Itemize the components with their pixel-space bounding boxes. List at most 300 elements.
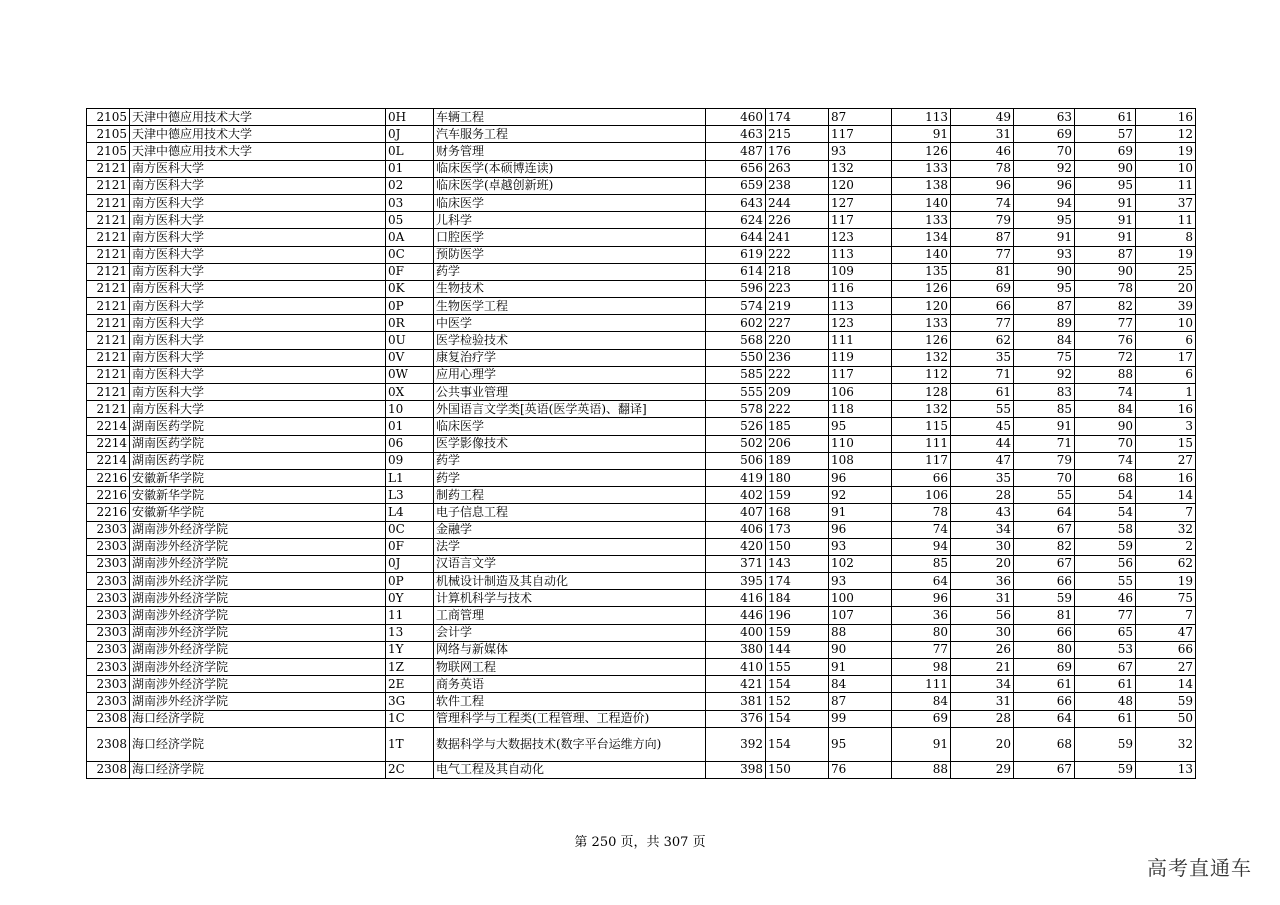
score-2-cell: 155 — [766, 659, 829, 676]
score-2-cell: 150 — [766, 761, 829, 778]
score-7-cell: 90 — [1075, 263, 1136, 280]
school-name-cell: 南方医科大学 — [130, 366, 386, 383]
total-score-cell: 398 — [706, 761, 766, 778]
score-6-cell: 66 — [1014, 573, 1075, 590]
score-4-cell: 126 — [892, 143, 951, 160]
table-row — [87, 659, 1196, 676]
score-7-cell: 61 — [1075, 710, 1136, 727]
table-row — [87, 366, 1196, 383]
table-row — [87, 452, 1196, 469]
school-code-cell: 2214 — [87, 435, 130, 452]
school-code-cell: 2121 — [87, 315, 130, 332]
major-name-cell: 会计学 — [434, 624, 706, 641]
score-2-cell: 152 — [766, 693, 829, 710]
table-row — [87, 693, 1196, 710]
score-2-cell: 244 — [766, 194, 829, 211]
score-3-cell: 132 — [829, 160, 892, 177]
score-5-cell: 61 — [951, 384, 1014, 401]
count-cell: 6 — [1136, 332, 1196, 349]
score-7-cell: 87 — [1075, 246, 1136, 263]
score-7-cell: 55 — [1075, 573, 1136, 590]
school-code-cell: 2308 — [87, 710, 130, 727]
school-code-cell: 2121 — [87, 246, 130, 263]
count-cell: 32 — [1136, 521, 1196, 538]
score-4-cell: 132 — [892, 401, 951, 418]
score-3-cell: 108 — [829, 452, 892, 469]
count-cell: 16 — [1136, 401, 1196, 418]
score-7-cell: 76 — [1075, 332, 1136, 349]
count-cell: 19 — [1136, 573, 1196, 590]
count-cell: 10 — [1136, 315, 1196, 332]
score-5-cell: 31 — [951, 693, 1014, 710]
score-3-cell: 117 — [829, 212, 892, 229]
score-5-cell: 31 — [951, 590, 1014, 607]
count-cell: 14 — [1136, 487, 1196, 504]
count-cell: 66 — [1136, 641, 1196, 658]
score-5-cell: 47 — [951, 452, 1014, 469]
school-name-cell: 南方医科大学 — [130, 212, 386, 229]
total-score-cell: 392 — [706, 727, 766, 761]
major-name-cell: 工商管理 — [434, 607, 706, 624]
score-2-cell: 150 — [766, 538, 829, 555]
score-3-cell: 92 — [829, 487, 892, 504]
count-cell: 47 — [1136, 624, 1196, 641]
school-code-cell: 2303 — [87, 676, 130, 693]
score-5-cell: 35 — [951, 349, 1014, 366]
score-2-cell: 219 — [766, 298, 829, 315]
school-code-cell: 2121 — [87, 349, 130, 366]
score-3-cell: 117 — [829, 126, 892, 143]
score-4-cell: 112 — [892, 366, 951, 383]
score-5-cell: 30 — [951, 538, 1014, 555]
score-2-cell: 226 — [766, 212, 829, 229]
school-name-cell: 南方医科大学 — [130, 384, 386, 401]
score-6-cell: 92 — [1014, 366, 1075, 383]
score-3-cell: 123 — [829, 315, 892, 332]
table-body — [87, 109, 1196, 779]
score-7-cell: 54 — [1075, 487, 1136, 504]
major-name-cell: 临床医学 — [434, 418, 706, 435]
score-6-cell: 70 — [1014, 469, 1075, 486]
score-5-cell: 56 — [951, 607, 1014, 624]
school-code-cell: 2214 — [87, 418, 130, 435]
count-cell: 16 — [1136, 469, 1196, 486]
major-code-cell: L3 — [386, 487, 434, 504]
score-7-cell: 61 — [1075, 676, 1136, 693]
count-cell: 6 — [1136, 366, 1196, 383]
score-3-cell: 76 — [829, 761, 892, 778]
score-3-cell: 96 — [829, 521, 892, 538]
score-6-cell: 91 — [1014, 418, 1075, 435]
score-3-cell: 99 — [829, 710, 892, 727]
school-code-cell: 2303 — [87, 538, 130, 555]
score-7-cell: 88 — [1075, 366, 1136, 383]
major-name-cell: 药学 — [434, 263, 706, 280]
score-7-cell: 53 — [1075, 641, 1136, 658]
major-name-cell: 车辆工程 — [434, 109, 706, 126]
count-cell: 7 — [1136, 504, 1196, 521]
major-name-cell: 中医学 — [434, 315, 706, 332]
school-name-cell: 湖南涉外经济学院 — [130, 641, 386, 658]
score-4-cell: 88 — [892, 761, 951, 778]
major-code-cell: 0F — [386, 263, 434, 280]
score-5-cell: 79 — [951, 212, 1014, 229]
major-name-cell: 商务英语 — [434, 676, 706, 693]
count-cell: 27 — [1136, 452, 1196, 469]
school-code-cell: 2303 — [87, 693, 130, 710]
score-5-cell: 69 — [951, 280, 1014, 297]
major-name-cell: 临床医学(本硕博连读) — [434, 160, 706, 177]
score-7-cell: 77 — [1075, 607, 1136, 624]
major-name-cell: 药学 — [434, 469, 706, 486]
score-3-cell: 113 — [829, 298, 892, 315]
score-2-cell: 227 — [766, 315, 829, 332]
table-row — [87, 315, 1196, 332]
score-5-cell: 20 — [951, 727, 1014, 761]
score-4-cell: 132 — [892, 349, 951, 366]
score-5-cell: 78 — [951, 160, 1014, 177]
table-row — [87, 126, 1196, 143]
count-cell: 25 — [1136, 263, 1196, 280]
school-name-cell: 南方医科大学 — [130, 229, 386, 246]
major-name-cell: 医学影像技术 — [434, 435, 706, 452]
major-code-cell: 1T — [386, 727, 434, 761]
table-row — [87, 676, 1196, 693]
major-name-cell: 机械设计制造及其自动化 — [434, 573, 706, 590]
total-score-cell: 380 — [706, 641, 766, 658]
score-7-cell: 59 — [1075, 727, 1136, 761]
score-6-cell: 61 — [1014, 676, 1075, 693]
school-name-cell: 安徽新华学院 — [130, 487, 386, 504]
school-name-cell: 湖南医药学院 — [130, 452, 386, 469]
score-6-cell: 68 — [1014, 727, 1075, 761]
count-cell: 32 — [1136, 727, 1196, 761]
score-4-cell: 91 — [892, 126, 951, 143]
major-code-cell: 0P — [386, 573, 434, 590]
count-cell: 62 — [1136, 555, 1196, 572]
score-7-cell: 91 — [1075, 212, 1136, 229]
score-2-cell: 189 — [766, 452, 829, 469]
score-3-cell: 107 — [829, 607, 892, 624]
score-4-cell: 84 — [892, 693, 951, 710]
score-3-cell: 93 — [829, 573, 892, 590]
school-name-cell: 安徽新华学院 — [130, 469, 386, 486]
total-score-cell: 381 — [706, 693, 766, 710]
school-name-cell: 湖南涉外经济学院 — [130, 521, 386, 538]
score-5-cell: 87 — [951, 229, 1014, 246]
score-7-cell: 67 — [1075, 659, 1136, 676]
total-score-cell: 446 — [706, 607, 766, 624]
total-score-cell: 574 — [706, 298, 766, 315]
school-name-cell: 天津中德应用技术大学 — [130, 126, 386, 143]
score-7-cell: 58 — [1075, 521, 1136, 538]
school-code-cell: 2303 — [87, 659, 130, 676]
table-row — [87, 469, 1196, 486]
school-name-cell: 湖南涉外经济学院 — [130, 693, 386, 710]
score-3-cell: 100 — [829, 590, 892, 607]
school-code-cell: 2214 — [87, 452, 130, 469]
score-6-cell: 94 — [1014, 194, 1075, 211]
major-name-cell: 外国语言文学类[英语(医学英语)、翻译] — [434, 401, 706, 418]
school-name-cell: 湖南医药学院 — [130, 435, 386, 452]
school-code-cell: 2303 — [87, 624, 130, 641]
score-6-cell: 69 — [1014, 126, 1075, 143]
score-3-cell: 109 — [829, 263, 892, 280]
total-score-cell: 619 — [706, 246, 766, 263]
major-name-cell: 法学 — [434, 538, 706, 555]
score-3-cell: 84 — [829, 676, 892, 693]
score-4-cell: 140 — [892, 246, 951, 263]
score-4-cell: 80 — [892, 624, 951, 641]
score-3-cell: 90 — [829, 641, 892, 658]
score-6-cell: 84 — [1014, 332, 1075, 349]
school-code-cell: 2105 — [87, 109, 130, 126]
school-code-cell: 2303 — [87, 590, 130, 607]
score-2-cell: 241 — [766, 229, 829, 246]
score-5-cell: 74 — [951, 194, 1014, 211]
major-code-cell: 09 — [386, 452, 434, 469]
major-name-cell: 管理科学与工程类(工程管理、工程造价) — [434, 710, 706, 727]
score-3-cell: 88 — [829, 624, 892, 641]
table-row — [87, 280, 1196, 297]
score-2-cell: 176 — [766, 143, 829, 160]
school-name-cell: 南方医科大学 — [130, 332, 386, 349]
score-4-cell: 91 — [892, 727, 951, 761]
major-code-cell: 02 — [386, 177, 434, 194]
score-3-cell: 96 — [829, 469, 892, 486]
table-row — [87, 418, 1196, 435]
score-6-cell: 89 — [1014, 315, 1075, 332]
count-cell: 10 — [1136, 160, 1196, 177]
score-2-cell: 143 — [766, 555, 829, 572]
total-score-cell: 602 — [706, 315, 766, 332]
score-4-cell: 77 — [892, 641, 951, 658]
score-4-cell: 140 — [892, 194, 951, 211]
major-name-cell: 电子信息工程 — [434, 504, 706, 521]
score-4-cell: 117 — [892, 452, 951, 469]
score-7-cell: 78 — [1075, 280, 1136, 297]
score-5-cell: 71 — [951, 366, 1014, 383]
score-2-cell: 174 — [766, 573, 829, 590]
score-4-cell: 111 — [892, 435, 951, 452]
score-5-cell: 35 — [951, 469, 1014, 486]
score-2-cell: 174 — [766, 109, 829, 126]
score-3-cell: 87 — [829, 693, 892, 710]
score-5-cell: 77 — [951, 315, 1014, 332]
score-7-cell: 59 — [1075, 538, 1136, 555]
school-code-cell: 2121 — [87, 280, 130, 297]
count-cell: 39 — [1136, 298, 1196, 315]
major-code-cell: 01 — [386, 418, 434, 435]
score-7-cell: 74 — [1075, 384, 1136, 401]
table-row — [87, 143, 1196, 160]
count-cell: 1 — [1136, 384, 1196, 401]
score-2-cell: 154 — [766, 710, 829, 727]
school-name-cell: 南方医科大学 — [130, 298, 386, 315]
score-5-cell: 20 — [951, 555, 1014, 572]
score-7-cell: 48 — [1075, 693, 1136, 710]
total-score-cell: 550 — [706, 349, 766, 366]
school-name-cell: 海口经济学院 — [130, 710, 386, 727]
score-7-cell: 54 — [1075, 504, 1136, 521]
school-name-cell: 天津中德应用技术大学 — [130, 143, 386, 160]
score-5-cell: 77 — [951, 246, 1014, 263]
school-name-cell: 南方医科大学 — [130, 160, 386, 177]
score-6-cell: 96 — [1014, 177, 1075, 194]
score-6-cell: 85 — [1014, 401, 1075, 418]
school-code-cell: 2216 — [87, 487, 130, 504]
score-2-cell: 206 — [766, 435, 829, 452]
score-5-cell: 28 — [951, 487, 1014, 504]
total-score-cell: 395 — [706, 573, 766, 590]
score-7-cell: 82 — [1075, 298, 1136, 315]
score-4-cell: 115 — [892, 418, 951, 435]
count-cell: 27 — [1136, 659, 1196, 676]
score-5-cell: 66 — [951, 298, 1014, 315]
score-3-cell: 127 — [829, 194, 892, 211]
major-code-cell: 13 — [386, 624, 434, 641]
school-code-cell: 2121 — [87, 384, 130, 401]
total-score-cell: 568 — [706, 332, 766, 349]
score-7-cell: 56 — [1075, 555, 1136, 572]
school-code-cell: 2121 — [87, 298, 130, 315]
score-6-cell: 55 — [1014, 487, 1075, 504]
score-3-cell: 120 — [829, 177, 892, 194]
major-name-cell: 口腔医学 — [434, 229, 706, 246]
major-code-cell: 10 — [386, 401, 434, 418]
score-2-cell: 154 — [766, 727, 829, 761]
table-row — [87, 349, 1196, 366]
count-cell: 19 — [1136, 246, 1196, 263]
score-2-cell: 168 — [766, 504, 829, 521]
major-code-cell: 2C — [386, 761, 434, 778]
school-name-cell: 湖南涉外经济学院 — [130, 607, 386, 624]
school-code-cell: 2216 — [87, 504, 130, 521]
score-3-cell: 123 — [829, 229, 892, 246]
count-cell: 50 — [1136, 710, 1196, 727]
major-name-cell: 临床医学(卓越创新班) — [434, 177, 706, 194]
major-name-cell: 预防医学 — [434, 246, 706, 263]
count-cell: 20 — [1136, 280, 1196, 297]
score-2-cell: 173 — [766, 521, 829, 538]
total-score-cell: 463 — [706, 126, 766, 143]
major-name-cell: 网络与新媒体 — [434, 641, 706, 658]
score-4-cell: 64 — [892, 573, 951, 590]
score-7-cell: 95 — [1075, 177, 1136, 194]
score-3-cell: 95 — [829, 727, 892, 761]
score-7-cell: 57 — [1075, 126, 1136, 143]
score-3-cell: 93 — [829, 143, 892, 160]
total-score-cell: 656 — [706, 160, 766, 177]
score-2-cell: 263 — [766, 160, 829, 177]
school-code-cell: 2303 — [87, 641, 130, 658]
major-name-cell: 公共事业管理 — [434, 384, 706, 401]
score-5-cell: 28 — [951, 710, 1014, 727]
table-row — [87, 332, 1196, 349]
school-name-cell: 湖南医药学院 — [130, 418, 386, 435]
score-3-cell: 119 — [829, 349, 892, 366]
total-score-cell: 371 — [706, 555, 766, 572]
table-row — [87, 538, 1196, 555]
major-name-cell: 应用心理学 — [434, 366, 706, 383]
school-name-cell: 南方医科大学 — [130, 263, 386, 280]
score-6-cell: 59 — [1014, 590, 1075, 607]
score-6-cell: 90 — [1014, 263, 1075, 280]
school-name-cell: 南方医科大学 — [130, 315, 386, 332]
count-cell: 37 — [1136, 194, 1196, 211]
total-score-cell: 624 — [706, 212, 766, 229]
score-2-cell: 180 — [766, 469, 829, 486]
score-6-cell: 82 — [1014, 538, 1075, 555]
school-code-cell: 2105 — [87, 126, 130, 143]
table-row — [87, 401, 1196, 418]
score-4-cell: 126 — [892, 280, 951, 297]
school-name-cell: 湖南涉外经济学院 — [130, 624, 386, 641]
total-score-cell: 410 — [706, 659, 766, 676]
score-2-cell: 222 — [766, 366, 829, 383]
school-code-cell: 2121 — [87, 263, 130, 280]
school-name-cell: 南方医科大学 — [130, 194, 386, 211]
score-3-cell: 91 — [829, 659, 892, 676]
count-cell: 14 — [1136, 676, 1196, 693]
score-6-cell: 66 — [1014, 693, 1075, 710]
score-7-cell: 90 — [1075, 160, 1136, 177]
score-3-cell: 87 — [829, 109, 892, 126]
score-7-cell: 70 — [1075, 435, 1136, 452]
major-code-cell: 0J — [386, 555, 434, 572]
major-code-cell: L4 — [386, 504, 434, 521]
major-code-cell: 0X — [386, 384, 434, 401]
major-code-cell: 0Y — [386, 590, 434, 607]
school-name-cell: 南方医科大学 — [130, 401, 386, 418]
major-code-cell: 0K — [386, 280, 434, 297]
count-cell: 12 — [1136, 126, 1196, 143]
table-row — [87, 487, 1196, 504]
score-4-cell: 85 — [892, 555, 951, 572]
score-5-cell: 34 — [951, 676, 1014, 693]
school-name-cell: 湖南涉外经济学院 — [130, 538, 386, 555]
table-row — [87, 607, 1196, 624]
score-4-cell: 98 — [892, 659, 951, 676]
school-code-cell: 2121 — [87, 366, 130, 383]
count-cell: 8 — [1136, 229, 1196, 246]
count-cell: 7 — [1136, 607, 1196, 624]
school-code-cell: 2121 — [87, 332, 130, 349]
score-5-cell: 55 — [951, 401, 1014, 418]
score-7-cell: 68 — [1075, 469, 1136, 486]
count-cell: 11 — [1136, 212, 1196, 229]
school-code-cell: 2121 — [87, 194, 130, 211]
table-row — [87, 212, 1196, 229]
school-code-cell: 2216 — [87, 469, 130, 486]
score-7-cell: 69 — [1075, 143, 1136, 160]
score-4-cell: 126 — [892, 332, 951, 349]
table-row — [87, 177, 1196, 194]
total-score-cell: 460 — [706, 109, 766, 126]
score-3-cell: 118 — [829, 401, 892, 418]
score-5-cell: 34 — [951, 521, 1014, 538]
score-2-cell: 144 — [766, 641, 829, 658]
major-code-cell: 0R — [386, 315, 434, 332]
table-row — [87, 160, 1196, 177]
score-7-cell: 72 — [1075, 349, 1136, 366]
score-6-cell: 67 — [1014, 555, 1075, 572]
school-code-cell: 2308 — [87, 761, 130, 778]
score-4-cell: 133 — [892, 315, 951, 332]
count-cell: 3 — [1136, 418, 1196, 435]
school-code-cell: 2303 — [87, 521, 130, 538]
score-4-cell: 66 — [892, 469, 951, 486]
